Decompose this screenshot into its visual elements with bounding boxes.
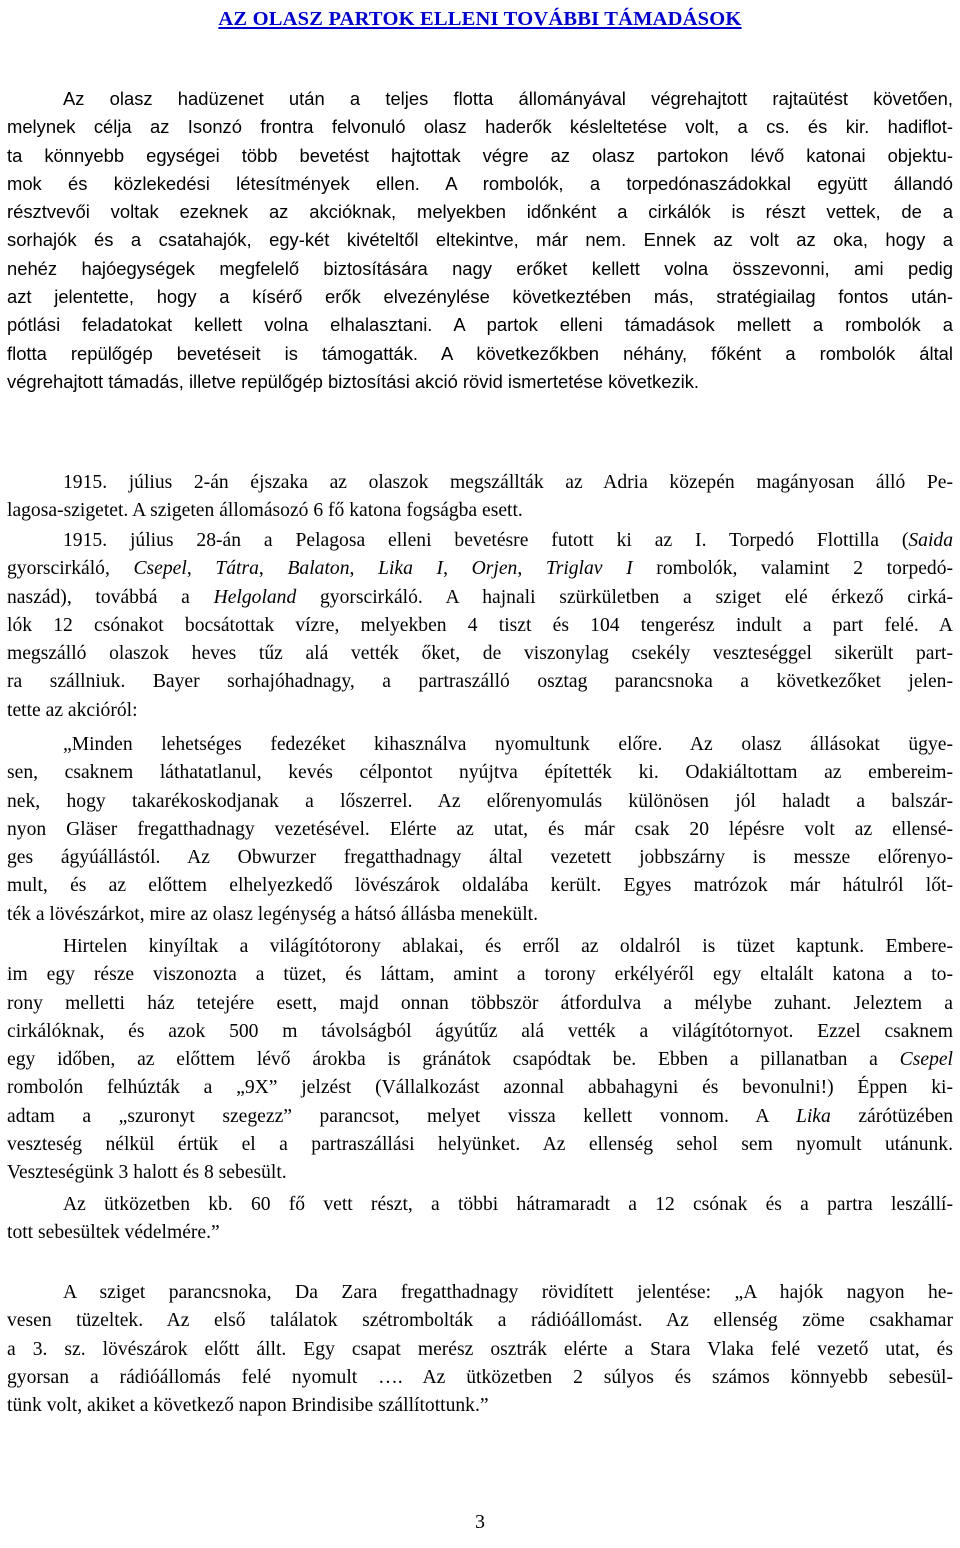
occupation-paragraph bbox=[7, 469, 953, 526]
lighthouse-paragraph bbox=[7, 933, 953, 1188]
text-line: ta könnyebb egységei több bevetést hajtottak végre az olasz partokon lévő katonai objektu- bbox=[7, 144, 953, 166]
text-line: gyorscirkáló, Csepel, Tátra, Balaton, Lika I, Orjen, Triglav I rombolók, valamint 2 torpedó- bbox=[7, 558, 954, 580]
text-line: megszálló olaszok heves tűz alá vették őket, de viszonylag csekély veszteséggel sikerült part- bbox=[7, 643, 953, 665]
text-line: egy időben, az előttem lévő árokba is gránátok csapódtak be. Ebben a pillanatban a Csepel bbox=[7, 1049, 953, 1071]
text-line: mult, és az előttem elhelyezkedő lövészárok oldalába került. Egyes matrózok már hátulról lőt- bbox=[7, 875, 953, 897]
text-line: sen, csaknem láthatatlanul, kevés célpontot nyújtva építették ki. Odakiáltottam az embereim- bbox=[7, 762, 953, 784]
text-line: rony melletti ház tetejére esett, majd onnan többször átfordulva a mélybe zuhant. Jeleztem a bbox=[7, 992, 953, 1014]
text-line: a 3. sz. lövészárok előtt állt. Egy csapat merész osztrák elérte a Stara Vlaka felé vezető utat, és bbox=[7, 1338, 953, 1360]
text-line: Veszteségünk 3 halott és 8 sebesült. bbox=[7, 1162, 287, 1184]
text-line: lagosa-szigetet. A szigeten állomásozó 6 fő katona fogságba esett. bbox=[7, 500, 523, 522]
sortie-paragraph bbox=[7, 527, 953, 725]
italian-report-paragraph bbox=[7, 1279, 953, 1420]
text-line: rombolón felhúzták a „9X” jelzést (Vállalkozást azonnal abbahagyni és bevonulni!) Éppen ki- bbox=[7, 1077, 953, 1099]
text-line: résztvevői voltak ezeknek az akcióknak, melyekben időnként a cirkálók is részt vettek, de a bbox=[7, 201, 953, 223]
text-line: 1915. július 2-án éjszaka az olaszok megszállták az Adria közepén magányosan álló Pe- bbox=[63, 472, 953, 493]
text-line: ték a lövészárkot, mire az olasz legénység a hátsó állásba menekült. bbox=[7, 903, 539, 925]
text-line: cirkálóknak, és azok 500 m távolságból ágyútűz alá vették a világítótornyot. Ezzel csaknem bbox=[7, 1020, 953, 1042]
intro-paragraph bbox=[7, 85, 953, 396]
ship-name: Tátra bbox=[215, 558, 259, 580]
text-line: nyon Gläser fregatthadnagy vezetésével. Elérte az utat, és már csak 20 lépésre volt az ellensé- bbox=[7, 818, 953, 840]
page-number: 3 bbox=[475, 1511, 485, 1533]
text-line: nek, hogy takarékoskodjanak a lőszerrel. Az előrenyomulás különösen jól haladt a balszár- bbox=[7, 790, 953, 812]
text-line: sorhajók és a csatahajók, egy-két kivételtől eltekintve, már nem. Ennek az volt az oka, hogy a bbox=[7, 229, 953, 251]
text-line: lók 12 csónakot bocsátottak vízre, melyekben 4 tiszt és 104 tengerész indult a part felé. A bbox=[7, 614, 953, 636]
text-line: melynek célja az Isonzó frontra felvonuló olasz haderők késleltetése volt, a cs. és kir. hadiflot- bbox=[7, 116, 953, 138]
ship-name: Triglav I bbox=[545, 558, 633, 580]
ship-name: Orjen bbox=[471, 558, 518, 580]
page-title: AZ OLASZ PARTOK ELLENI TOVÁBBI TÁMADÁSOK bbox=[218, 8, 742, 30]
ship-name: Lika I bbox=[378, 558, 444, 580]
text-line: végrehajtott támadás, illetve repülőgép biztosítási akció rövid ismertetése következik. bbox=[7, 370, 700, 392]
text-line: tünk volt, akiket a következő napon Brindisibe szállítottunk.” bbox=[7, 1395, 489, 1417]
ship-name: Saida bbox=[908, 530, 953, 551]
text-line: Hirtelen kinyíltak a világítótorony ablakai, és erről az oldalról is tüzet kaptunk. Embere- bbox=[63, 936, 953, 957]
text-line: azt jelentette, hogy a kísérő erők elvezénylése következtében más, stratégiailag fontos után- bbox=[7, 286, 953, 308]
text-line: tette az akcióról: bbox=[7, 699, 138, 721]
text-line: Az ütközetben kb. 60 fő vett részt, a többi hátramaradt a 12 csónak és a partra leszállí- bbox=[63, 1194, 953, 1215]
report-paragraph bbox=[7, 731, 953, 929]
text-line: flotta repülőgép bevetéseit is támogatták. A következőkben néhány, főként a rombolók által bbox=[7, 342, 953, 364]
text-line: nehéz hajóegységek megfelelő biztosítására nagy erőket kellett volna összevonni, ami pedig bbox=[7, 257, 953, 279]
ship-name: Helgoland bbox=[213, 586, 297, 608]
ship-name: Csepel bbox=[133, 558, 187, 580]
text-line: Az olasz hadüzenet után a teljes flotta állományával végrehajtott rajtaütést követően, bbox=[63, 88, 953, 109]
text-line: 1915. július 28-án a Pelagosa elleni bevetésre futott ki az I. Torpedó Flottilla (Saida bbox=[63, 530, 953, 551]
text-line: ges ágyúállástól. Az Obwurzer fregatthadnagy által vezetett jobbszárny is messze előrenyo- bbox=[7, 847, 953, 869]
text-line: mok és közlekedési létesítmények ellen. A rombolók, a torpedónaszádokkal együtt állandó bbox=[7, 172, 953, 194]
text-line: naszád), továbbá a Helgoland gyorscirkáló. A hajnali szürkületben a sziget elé érkező cirká- bbox=[7, 586, 953, 608]
battle-summary-paragraph bbox=[7, 1191, 953, 1248]
text-line: pótlási feladatokat kellett volna elhalasztani. A partok elleni támadások mellett a rombolók a bbox=[7, 314, 953, 336]
text-line: A sziget parancsnoka, Da Zara fregatthadnagy rövidített jelentése: „A hajók nagyon he- bbox=[63, 1282, 953, 1303]
text-line: veszteség nélkül értük el a partraszállási helyünket. Az ellenség sehol sem nyomult utánunk. bbox=[7, 1134, 953, 1156]
text-line: tott sebesültek védelmére.” bbox=[7, 1222, 220, 1244]
text-line: adtam a „szuronyt szegezz” parancsot, melyet vissza kellett vonnom. A Lika zárótüzében bbox=[7, 1105, 953, 1127]
ship-name: Csepel bbox=[899, 1049, 953, 1071]
text-line: im egy része viszonozta a tüzet, és láttam, amint a torony erkélyéről egy eltalált katona a to- bbox=[7, 964, 953, 986]
text-line: vesen tüzeltek. Az első találatok szétrombolták a rádióállomást. Az ellenség zöme csakhamar bbox=[7, 1310, 953, 1332]
text-line: ra szállniuk. Bayer sorhajóhadnagy, a partraszálló osztag parancsnoka a következőket jelen- bbox=[7, 671, 953, 693]
text-line: gyorsan a rádióállomás felé nyomult …. Az ütközetben 2 súlyos és számos könnyebb sebesül- bbox=[7, 1366, 953, 1388]
ship-name: Lika bbox=[795, 1105, 831, 1127]
text-line: „Minden lehetséges fedezéket kihasználva nyomultunk előre. Az olasz állásokat ügye- bbox=[63, 734, 953, 755]
ship-name: Balaton bbox=[287, 558, 350, 580]
